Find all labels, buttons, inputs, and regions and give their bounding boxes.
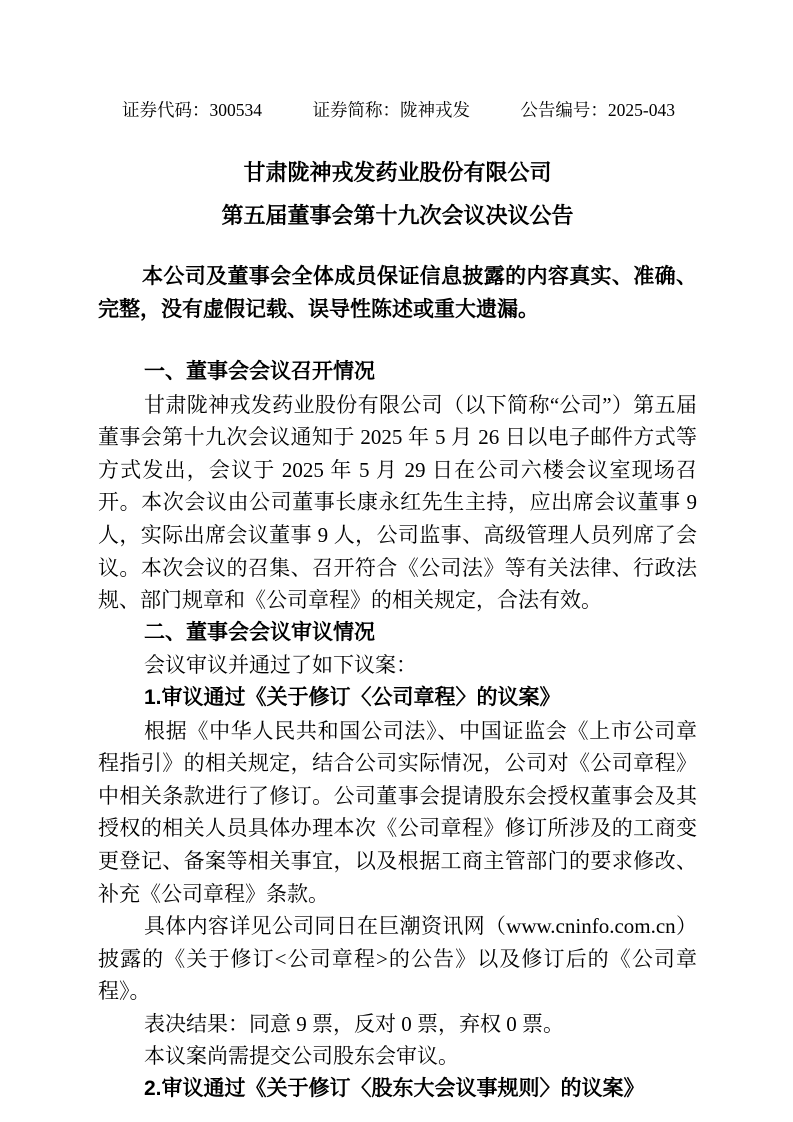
disclaimer-notice: 本公司及董事会全体成员保证信息披露的内容真实、准确、完整，没有虚假记载、误导性陈述或重大遗漏。 (98, 265, 697, 321)
section2-intro: 会议审议并通过了如下议案： (144, 653, 417, 678)
doc-title-line2: 第五届董事会第十九次会议决议公告 (221, 203, 574, 228)
item1-heading: 1.审议通过《关于修订〈公司章程〉的议案》 (144, 685, 561, 709)
stock-code: 证券代码：300534 (122, 100, 262, 120)
item1-vote-result: 表决结果：同意 9 票，反对 0 票，弃权 0 票。 (144, 1011, 564, 1036)
doc-body (98, 356, 697, 1106)
doc-title-line1: 甘肃陇神戎发药业股份有限公司 (243, 160, 552, 185)
item2-heading: 2.审议通过《关于修订〈股东大会议事规则〉的议案》 (144, 1077, 645, 1101)
announcement-number: 公告编号：2025-043 (520, 100, 675, 120)
item1-submit-note: 本议案尚需提交公司股东会审议。 (144, 1044, 459, 1069)
item1-paragraph: 根据《中华人民共和国公司法》、中国证监会《上市公司章程指引》的相关规定，结合公司实际情况，公司对《公司章程》中相关条款进行了修订。公司董事会提请股东会授权董事会及其授权的相关人员具体办理本次《公司章程》修订所涉及的工商变更登记、备案等相关事宜，以及根据工商主管部门的要求修改、补充《公司章程》条款。 (98, 718, 697, 906)
section1-paragraph: 甘肃陇神戎发药业股份有限公司（以下简称“公司”）第五届董事会第十九次会议通知于 2025 年 5 月 26 日以电子邮件方式等方式发出，会议于 2025 年 5 月 29 日在公司六楼会议室现场召开。本次会议由公司董事长康永红先生主持，应出席会议董事 9 人，实际出席会议董事 9 人，公司监事、高级管理人员列席了会议。本次会议的召集、召开符合《公司法》等有关法律、行政法规、部门规章和《公司章程》的相关规定，合法有效。 (98, 392, 697, 613)
doc-header (98, 99, 697, 121)
stock-name: 证券简称：陇神戎发 (312, 100, 470, 120)
section2-heading: 二、董事会会议审议情况 (144, 620, 375, 644)
doc-title (98, 151, 697, 237)
section1-heading: 一、董事会会议召开情况 (144, 360, 375, 383)
item1-disclosure: 具体内容详见公司同日在巨潮资讯网（www.cninfo.com.cn）披露的《关于修订<公司章程>的公告》以及修订后的《公司章程》。 (98, 914, 697, 1004)
